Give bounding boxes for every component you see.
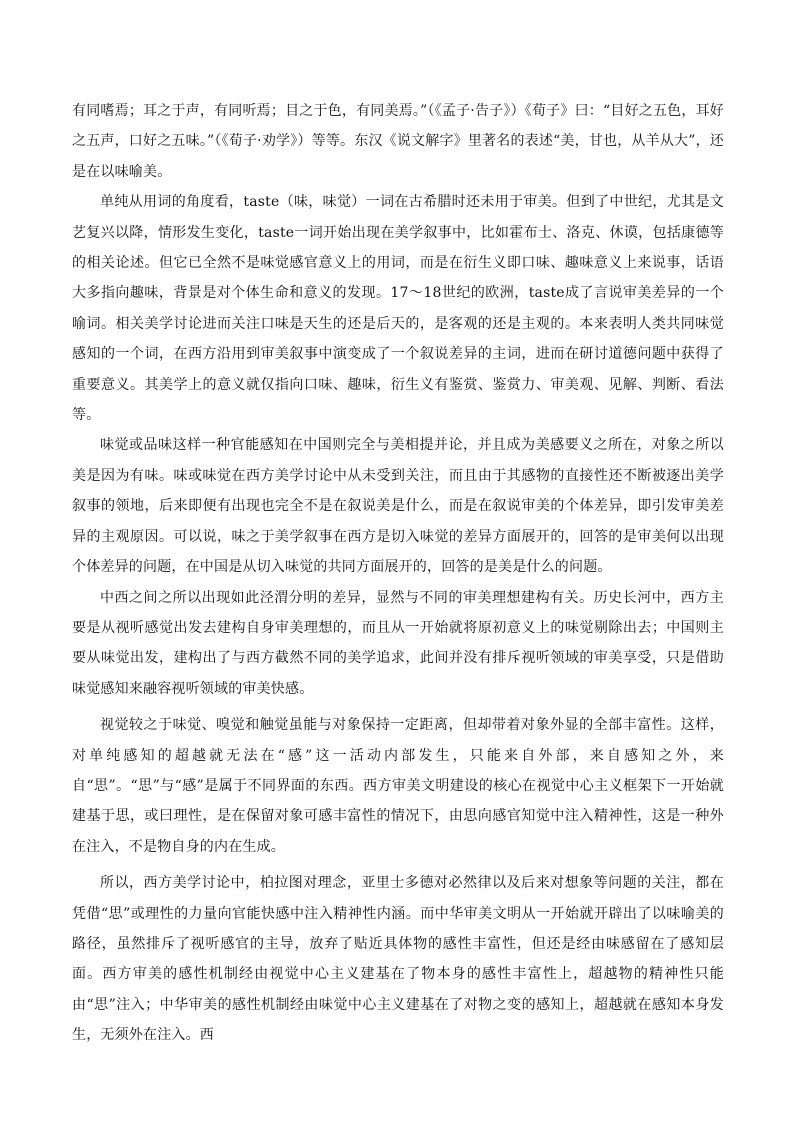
paragraph-vision-and-thought: 视觉较之于味觉、嗅觉和触觉虽能与对象保持一定距离，但却带着对象外显的全部丰富性。这样，对单纯感知的超越就无法在“感”这一活动内部发生，只能来自外部，来自感知之外，来自“思”。“思”与“感”是属于不同界面的东西。西方审美文明建设的核心在视觉中心主义框架下一开始就建基于思，或曰理性，是在保留对象可感丰富性的情况下，由思向感官知觉中注入精神性，这是一种外在注入，不是物自身的内在生成。 — [72, 717, 724, 855]
paragraph-taste-in-china: 味觉或品味这样一种官能感知在中国则完全与美相提并论，并且成为美感要义之所在，对象之所以美是因为有味。味或味觉在西方美学讨论中从未受到关注，而且由于其感物的直接性还不断被逐出美学叙事的领地，后来即便有出现也完全不是在叙说美是什么，而是在叙说审美的个体差异，即引发审美差异的主观原因。可以说，味之于美学叙事在西方是切入味觉的差异方面展开的，回答的是审美何以出现个体差异的问题，在中国是从切入味觉的共同方面展开的，回答的是美是什么的问题。 — [72, 437, 724, 576]
document-body — [72, 96, 724, 1051]
paragraph-conclusion: 所以，西方美学讨论中，柏拉图对理念，亚里士多德对必然律以及后来对想象等问题的关注，都在凭借“思”或理性的力量向官能快感中注入精神性内涵。而中华审美文明从一开始就开辟出了以味喻美的路径，虽然排斥了视听感官的主导，放弃了贴近具体物的感性丰富性，但还是经由味感留在了感知层面。西方审美的感性机制经由视觉中心主义建基在了物本身的感性丰富性上，超越物的精神性只能由“思”注入；中华审美的感性机制经由味觉中心主义建基在了对物之变的感知上，超越就在感知本身发生，无须外在注入。西 — [72, 875, 724, 1044]
paragraph-east-west-difference: 中西之间之所以出现如此泾渭分明的差异，显然与不同的审美理想建构有关。历史长河中，西方主要是从视听感觉出发去建构自身审美理想的，而且从一开始就将原初意义上的味觉剔除出去；中国则主要从味觉出发，建构出了与西方截然不同的美学追求，此间并没有排斥视听领域的审美享受，只是借助味觉感知来融容视听领域的审美快感。 — [72, 589, 724, 697]
paragraph-taste-etymology: 单纯从用词的角度看，taste（味，味觉）一词在古希腊时还未用于审美。但到了中世纪，尤其是文艺复兴以降，情形发生变化，taste一词开始出现在美学叙事中，比如霍布士、洛克、休谟，包括康德等的相关论述。但它已全然不是味觉感官意义上的用词，而是在衍生义即口味、趣味意义上来说事，话语大多指向趣味，背景是对个体生命和意义的发现。17～18世纪的欧洲，taste成了言说审美差异的一个喻词。相关美学讨论进而关注口味是天生的还是后天的，是客观的还是主观的。本来表明人类共同味觉感知的一个词，在西方沿用到审美叙事中演变成了一个叙说差异的主词，进而在研讨道德问题中获得了重要意义。其美学上的意义就仅指向口味、趣味，衍生义有鉴赏、鉴赏力、审美观、见解、判断、看法等。 — [72, 194, 724, 424]
paragraph-continuation: 有同嗜焉；耳之于声，有同听焉；目之于色，有同美焉。”（《孟子·告子》）《荀子》曰：“目好之五色，耳好之五声，口好之五味。”（《荀子·劝学》）等等。东汉《说文解字》里著名的表述“美，甘也，从羊从大”，还是在以味喻美。 — [72, 103, 724, 180]
